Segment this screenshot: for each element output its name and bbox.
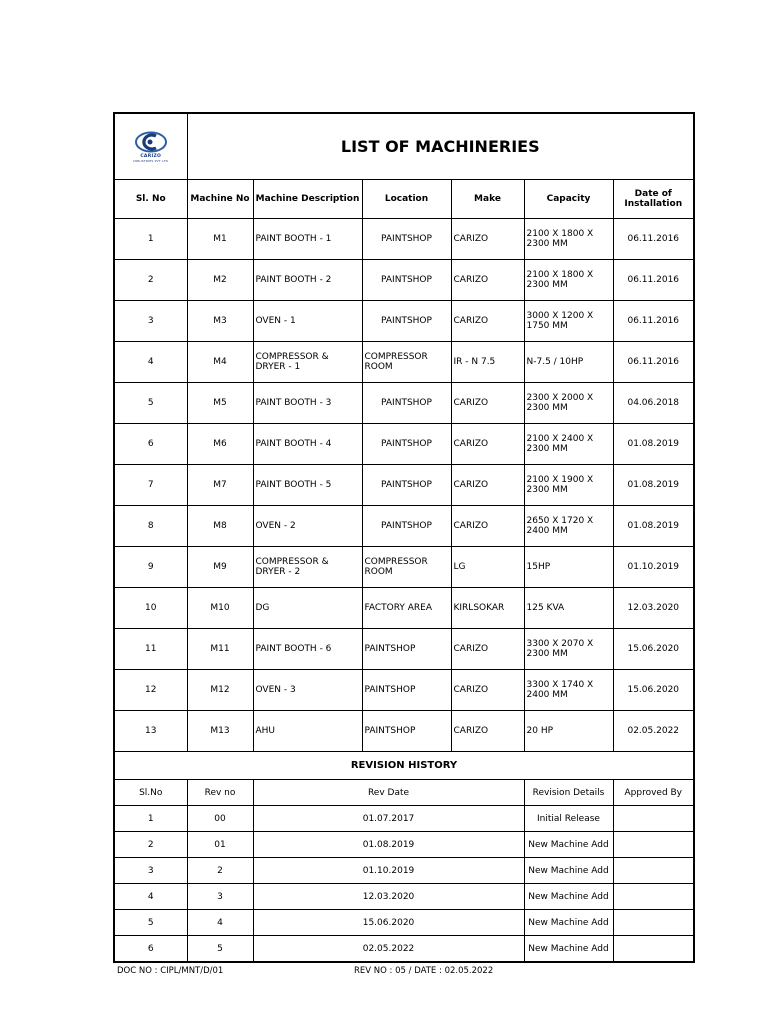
table-row <box>114 424 694 465</box>
rev-header-details: Revision Details <box>524 780 613 806</box>
cell-location: PAINTSHOP <box>362 629 451 670</box>
cell-description: PAINT BOOTH - 3 <box>253 383 362 424</box>
cell-date: 06.11.2016 <box>613 342 694 383</box>
cell-machine-no: M10 <box>187 588 253 629</box>
page-title: LIST OF MACHINERIES <box>187 113 694 180</box>
cell-machine-no: M12 <box>187 670 253 711</box>
cell-location: PAINTSHOP <box>362 506 451 547</box>
cell-make: CARIZO <box>451 424 524 465</box>
table-row <box>114 342 694 383</box>
cell-slno: 4 <box>114 342 187 383</box>
cell-machine-no: M7 <box>187 465 253 506</box>
rev-cell-date: 02.05.2022 <box>253 936 524 963</box>
cell-capacity: 2100 X 1900 X 2300 MM <box>524 465 613 506</box>
cell-date: 01.08.2019 <box>613 506 694 547</box>
rev-cell-approved <box>613 806 694 832</box>
cell-capacity: N-7.5 / 10HP <box>524 342 613 383</box>
rev-cell-date: 01.07.2017 <box>253 806 524 832</box>
cell-make: CARIZO <box>451 465 524 506</box>
cell-make: KIRLSOKAR <box>451 588 524 629</box>
table-header-row <box>114 180 694 219</box>
cell-machine-no: M4 <box>187 342 253 383</box>
cell-slno: 13 <box>114 711 187 752</box>
cell-machine-no: M1 <box>187 219 253 260</box>
cell-date: 15.06.2020 <box>613 670 694 711</box>
cell-date: 02.05.2022 <box>613 711 694 752</box>
rev-cell-revno: 00 <box>187 806 253 832</box>
cell-description: OVEN - 3 <box>253 670 362 711</box>
company-logo <box>117 131 185 163</box>
cell-slno: 1 <box>114 219 187 260</box>
header-location: Location <box>362 180 451 219</box>
cell-description: OVEN - 1 <box>253 301 362 342</box>
cell-slno: 10 <box>114 588 187 629</box>
cell-description: PAINT BOOTH - 5 <box>253 465 362 506</box>
cell-machine-no: M13 <box>187 711 253 752</box>
cell-description: COMPRESSOR & DRYER - 2 <box>253 547 362 588</box>
rev-cell-slno: 4 <box>114 884 187 910</box>
header-machine-no: Machine No <box>187 180 253 219</box>
revision-rows <box>114 806 694 963</box>
header-make: Make <box>451 180 524 219</box>
cell-description: AHU <box>253 711 362 752</box>
revision-title-row <box>114 752 694 780</box>
cell-make: CARIZO <box>451 301 524 342</box>
cell-description: DG <box>253 588 362 629</box>
cell-machine-no: M9 <box>187 547 253 588</box>
cell-machine-no: M3 <box>187 301 253 342</box>
cell-location: PAINTSHOP <box>362 383 451 424</box>
rev-cell-details: New Machine Add <box>524 936 613 963</box>
cell-slno: 12 <box>114 670 187 711</box>
header-description: Machine Description <box>253 180 362 219</box>
rev-cell-date: 12.03.2020 <box>253 884 524 910</box>
cell-date: 06.11.2016 <box>613 219 694 260</box>
rev-cell-approved <box>613 910 694 936</box>
cell-capacity: 2100 X 2400 X 2300 MM <box>524 424 613 465</box>
machinery-list-sheet <box>113 112 693 963</box>
table-row <box>114 547 694 588</box>
rev-cell-slno: 1 <box>114 806 187 832</box>
cell-make: IR - N 7.5 <box>451 342 524 383</box>
rev-cell-slno: 3 <box>114 858 187 884</box>
rev-header-approved: Approved By <box>613 780 694 806</box>
cell-date: 04.06.2018 <box>613 383 694 424</box>
rev-cell-details: New Machine Add <box>524 910 613 936</box>
rev-cell-approved <box>613 884 694 910</box>
rev-cell-slno: 2 <box>114 832 187 858</box>
cell-slno: 8 <box>114 506 187 547</box>
cell-make: CARIZO <box>451 260 524 301</box>
list-item <box>114 936 694 963</box>
cell-description: PAINT BOOTH - 2 <box>253 260 362 301</box>
rev-cell-date: 01.08.2019 <box>253 832 524 858</box>
cell-date: 12.03.2020 <box>613 588 694 629</box>
rev-cell-revno: 01 <box>187 832 253 858</box>
cell-location: PAINTSHOP <box>362 424 451 465</box>
rev-header-revno: Rev no <box>187 780 253 806</box>
cell-date: 15.06.2020 <box>613 629 694 670</box>
cell-date: 01.10.2019 <box>613 547 694 588</box>
rev-cell-details: New Machine Add <box>524 884 613 910</box>
cell-date: 01.08.2019 <box>613 465 694 506</box>
cell-location: COMPRESSOR ROOM <box>362 342 451 383</box>
rev-cell-details: New Machine Add <box>524 832 613 858</box>
rev-cell-approved <box>613 858 694 884</box>
cell-capacity: 125 KVA <box>524 588 613 629</box>
logo-subtitle: INDUSTRIES PVT LTD <box>133 158 169 163</box>
cell-machine-no: M8 <box>187 506 253 547</box>
cell-description: PAINT BOOTH - 4 <box>253 424 362 465</box>
list-item <box>114 910 694 936</box>
cell-location: PAINTSHOP <box>362 301 451 342</box>
cell-make: CARIZO <box>451 670 524 711</box>
rev-header-date: Rev Date <box>253 780 524 806</box>
header-capacity: Capacity <box>524 180 613 219</box>
cell-machine-no: M6 <box>187 424 253 465</box>
cell-capacity: 2100 X 1800 X 2300 MM <box>524 260 613 301</box>
revision-history-title: REVISION HISTORY <box>114 752 694 780</box>
header-slno: Sl. No <box>114 180 187 219</box>
header-date: Date of Installation <box>613 180 694 219</box>
cell-capacity: 2100 X 1800 X 2300 MM <box>524 219 613 260</box>
title-row <box>114 113 694 180</box>
cell-make: LG <box>451 547 524 588</box>
cell-capacity: 15HP <box>524 547 613 588</box>
cell-date: 06.11.2016 <box>613 301 694 342</box>
cell-location: PAINTSHOP <box>362 219 451 260</box>
cell-capacity: 3000 X 1200 X 1750 MM <box>524 301 613 342</box>
cell-location: FACTORY AREA <box>362 588 451 629</box>
cell-make: CARIZO <box>451 219 524 260</box>
list-item <box>114 858 694 884</box>
cell-description: OVEN - 2 <box>253 506 362 547</box>
cell-capacity: 3300 X 2070 X 2300 MM <box>524 629 613 670</box>
table-row <box>114 383 694 424</box>
cell-machine-no: M11 <box>187 629 253 670</box>
cell-location: PAINTSHOP <box>362 711 451 752</box>
cell-date: 01.08.2019 <box>613 424 694 465</box>
rev-cell-revno: 3 <box>187 884 253 910</box>
rev-cell-details: Initial Release <box>524 806 613 832</box>
cell-machine-no: M5 <box>187 383 253 424</box>
logo-name: CARIZO <box>140 153 162 159</box>
cell-capacity: 3300 X 1740 X 2400 MM <box>524 670 613 711</box>
rev-cell-date: 01.10.2019 <box>253 858 524 884</box>
cell-location: PAINTSHOP <box>362 670 451 711</box>
cell-location: PAINTSHOP <box>362 465 451 506</box>
table-row <box>114 260 694 301</box>
cell-capacity: 2650 X 1720 X 2400 MM <box>524 506 613 547</box>
rev-cell-revno: 4 <box>187 910 253 936</box>
cell-slno: 5 <box>114 383 187 424</box>
rev-cell-date: 15.06.2020 <box>253 910 524 936</box>
rev-cell-revno: 2 <box>187 858 253 884</box>
cell-date: 06.11.2016 <box>613 260 694 301</box>
rev-cell-approved <box>613 936 694 963</box>
table-row <box>114 465 694 506</box>
carizo-logo-icon <box>134 131 168 153</box>
table-row <box>114 506 694 547</box>
rev-cell-slno: 6 <box>114 936 187 963</box>
rev-header-slno: Sl.No <box>114 780 187 806</box>
revision-header-row <box>114 780 694 806</box>
rev-number: REV NO : 05 / DATE : 02.05.2022 <box>354 966 494 976</box>
cell-make: CARIZO <box>451 711 524 752</box>
cell-slno: 7 <box>114 465 187 506</box>
rev-cell-approved <box>613 832 694 858</box>
cell-slno: 3 <box>114 301 187 342</box>
cell-make: CARIZO <box>451 629 524 670</box>
list-item <box>114 832 694 858</box>
table-row <box>114 670 694 711</box>
cell-slno: 2 <box>114 260 187 301</box>
machinery-table <box>113 112 695 963</box>
logo-cell <box>114 113 187 180</box>
cell-capacity: 20 HP <box>524 711 613 752</box>
cell-slno: 11 <box>114 629 187 670</box>
cell-description: PAINT BOOTH - 1 <box>253 219 362 260</box>
cell-machine-no: M2 <box>187 260 253 301</box>
cell-slno: 6 <box>114 424 187 465</box>
table-row <box>114 301 694 342</box>
cell-location: COMPRESSOR ROOM <box>362 547 451 588</box>
cell-capacity: 2300 X 2000 X 2300 MM <box>524 383 613 424</box>
cell-description: PAINT BOOTH - 6 <box>253 629 362 670</box>
list-item <box>114 884 694 910</box>
cell-make: CARIZO <box>451 506 524 547</box>
cell-slno: 9 <box>114 547 187 588</box>
table-row <box>114 588 694 629</box>
rev-cell-revno: 5 <box>187 936 253 963</box>
table-row <box>114 711 694 752</box>
machine-rows <box>114 219 694 752</box>
rev-cell-slno: 5 <box>114 910 187 936</box>
table-row <box>114 629 694 670</box>
table-row <box>114 219 694 260</box>
rev-cell-details: New Machine Add <box>524 858 613 884</box>
doc-number: DOC NO : CIPL/MNT/D/01 <box>117 966 224 976</box>
list-item <box>114 806 694 832</box>
cell-make: CARIZO <box>451 383 524 424</box>
cell-description: COMPRESSOR & DRYER - 1 <box>253 342 362 383</box>
cell-location: PAINTSHOP <box>362 260 451 301</box>
